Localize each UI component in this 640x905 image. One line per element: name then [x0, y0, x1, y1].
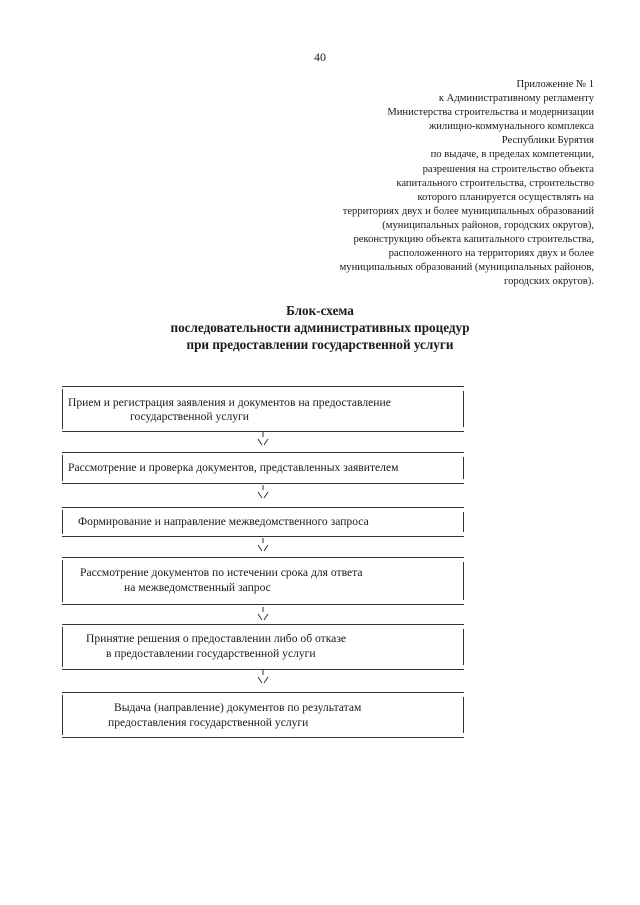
appendix-line: разрешения на строительство объекта: [422, 163, 594, 175]
step-text: Рассмотрение документов по истечении срока для ответа: [80, 566, 363, 579]
step-text: на межведомственный запрос: [124, 581, 271, 594]
flow-step-decision: [62, 624, 464, 670]
step-text: Выдача (направление) документов по результатам: [114, 701, 362, 714]
appendix-line: городских округов).: [504, 276, 594, 288]
flow-step-response-review: [62, 557, 464, 605]
appendix-line: реконструкцию объекта капитального строительства,: [353, 234, 594, 246]
appendix-line: территориях двух и более муниципальных образований: [342, 205, 594, 217]
down-arrow-icon: [255, 607, 271, 621]
appendix-line: Министерства строительства и модернизации: [387, 107, 594, 119]
down-arrow-icon: [255, 670, 271, 684]
flow-step-review: [62, 452, 464, 484]
down-arrow-icon: [255, 485, 271, 499]
appendix-line: которого планируется осуществлять на: [417, 191, 594, 203]
appendix-line: жилищно-коммунального комплекса: [428, 121, 594, 133]
down-arrow-icon: [255, 432, 271, 446]
appendix-line: Приложение № 1: [516, 79, 594, 90]
appendix-line: Республики Бурятия: [501, 135, 594, 147]
appendix-line: капитального строительства, строительство: [396, 177, 594, 189]
appendix-header: [254, 78, 594, 289]
step-text: Формирование и направление межведомственного запроса: [78, 515, 369, 528]
appendix-line: расположенного на территориях двух и более: [388, 248, 594, 260]
document-title: [0, 302, 640, 353]
appendix-line: по выдаче, в пределах компетенции,: [430, 149, 594, 161]
flow-step-reception: [62, 386, 464, 432]
step-text: Прием и регистрация заявления и документов на предоставление: [68, 396, 391, 409]
down-arrow-icon: [255, 538, 271, 552]
title-line: последовательности административных процедур: [170, 320, 470, 335]
appendix-line: муниципальных образований (муниципальных районов,: [339, 262, 594, 274]
step-text: государственной услуги: [130, 410, 250, 423]
flow-step-interagency-request: [62, 507, 464, 537]
flow-step-issuance: [62, 692, 464, 738]
appendix-line: (муниципальных районов, городских округов),: [382, 219, 594, 231]
appendix-line: к Административному регламенту: [438, 93, 594, 105]
title-line: при предоставлении государственной услуги: [186, 337, 454, 352]
step-text: Принятие решения о предоставлении либо об отказе: [86, 632, 347, 645]
step-text: в предоставлении государственной услуги: [106, 647, 316, 660]
step-text: предоставления государственной услуги: [108, 716, 309, 729]
title-line: Блок-схема: [286, 303, 354, 318]
page-number: 40: [314, 50, 326, 64]
step-text: Рассмотрение и проверка документов, представленных заявителем: [68, 461, 399, 474]
